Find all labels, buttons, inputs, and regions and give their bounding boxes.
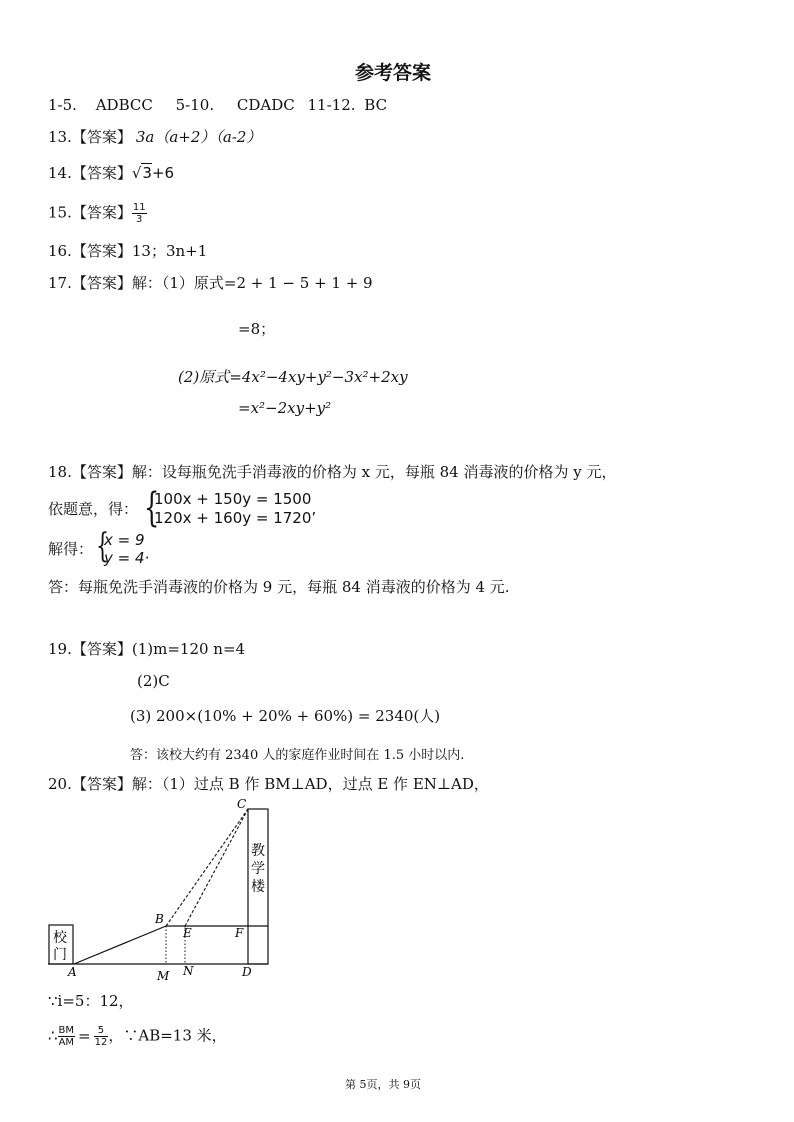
label-f: F (235, 926, 244, 940)
q14-rest: +6 (151, 164, 175, 182)
solution-x: x = 9 (104, 531, 145, 549)
answer-17-line3: (2)原式=4x²−4xy+y²−3x²+2xy (178, 368, 408, 386)
label-m: M (157, 969, 170, 983)
answer-16 (48, 242, 207, 260)
sqrt-sign-icon: √ (131, 164, 142, 182)
q13-prefix: 13.【答案】 (48, 128, 132, 146)
answers-1-5: ADBCC (95, 96, 153, 114)
q14-prefix: 14.【答案】 (48, 164, 132, 182)
range-11-12: 11-12. (307, 96, 356, 114)
label-n: N (183, 964, 194, 978)
page-footer: 第 5页，共 9页 (345, 1078, 421, 1091)
therefore-sign: ∴ (48, 1026, 58, 1045)
label-e: E (183, 926, 192, 940)
geometry-diagram (44, 795, 274, 985)
answer-14 (48, 164, 174, 182)
solve-label: 解得： (48, 540, 94, 558)
page-title: 参考答案 (355, 62, 432, 84)
q13-answer: 3a（a+2）（a-2） (135, 128, 262, 146)
left-brace-icon: { (144, 485, 160, 531)
answer-18-conclusion: 答：每瓶免洗手消毒液的价格为 9 元，每瓶 84 消毒液的价格为 4 元. (48, 578, 510, 596)
ratio-5-12 (94, 1025, 109, 1048)
answers-5-10: CDADC (236, 96, 295, 114)
range-5-10: 5-10. (175, 96, 215, 114)
left-brace-icon: { (96, 526, 109, 566)
answers-11-12: BC (364, 96, 388, 114)
solution-y: y = 4· (104, 549, 150, 567)
answer-19-line1: 19.【答案】(1)m=120 n=4 (48, 640, 246, 658)
label-a: A (68, 965, 77, 979)
ratio-numerator: BM (58, 1025, 75, 1036)
gate-label-2: 门 (53, 947, 67, 963)
ratio-denominator: AM (58, 1037, 75, 1048)
q16-prefix: 16.【答案】 (48, 242, 132, 260)
answer-20-line3 (48, 1025, 227, 1048)
answer-17-line2: =8； (238, 320, 276, 338)
q15-prefix: 15.【答案】 (48, 203, 132, 222)
answer-15 (48, 202, 147, 225)
answer-19-line2: (2)C (137, 672, 170, 690)
answers-1-12 (48, 96, 387, 114)
building-label-1: 教 (251, 843, 265, 859)
building-label-2: 学 (251, 861, 265, 877)
equation-1: 100x + 150y = 1500 (154, 490, 312, 508)
answer-19-line4: 答：该校大约有 2340 人的家庭作业时间在 1.5 小时以内. (130, 748, 465, 763)
sqrt-radicand: 3 (142, 164, 152, 182)
setup-label: 依题意，得： (48, 500, 139, 518)
label-c: C (237, 797, 247, 811)
answer-20-line1: 20.【答案】解：（1）过点 B 作 BM⊥AD，过点 E 作 EN⊥AD， (48, 775, 489, 793)
q15-numerator: 11 (132, 202, 146, 213)
answer-17-line1: 17.【答案】解：（1）原式=2 + 1 − 5 + 1 + 9 (48, 274, 373, 292)
building-label-3: 楼 (251, 879, 265, 895)
label-b: B (155, 912, 164, 926)
q16-answer: 13；3n+1 (131, 242, 208, 260)
q15-denominator: 3 (136, 214, 143, 225)
q15-fraction (132, 202, 147, 225)
answer-18-line1: 18.【答案】解：设每瓶免洗手消毒液的价格为 x 元，每瓶 84 消毒液的价格为 y 元， (48, 463, 617, 481)
answer-19-line3: (3) 200×(10% + 20% + 60%) = 2340(人) (130, 707, 441, 725)
q20-tail: ，∵AB=13 米， (108, 1026, 227, 1045)
answer-13 (48, 128, 261, 146)
dashed-ec (185, 809, 248, 926)
sqrt-expression (132, 164, 152, 182)
ratio2-denominator: 12 (94, 1037, 108, 1048)
label-d: D (242, 965, 252, 979)
equation-2: 120x + 160y = 1720’ (154, 509, 317, 527)
range-1-5: 1-5. (48, 96, 77, 114)
ratio2-numerator: 5 (94, 1025, 109, 1037)
gate-label-1: 校 (53, 930, 67, 946)
answer-17-line4: =x²−2xy+y² (238, 399, 332, 417)
ratio-bm-am (58, 1025, 76, 1048)
dashed-bc (166, 809, 248, 926)
answer-20-line2: ∵i=5：12， (48, 992, 134, 1010)
equals-sign: = (78, 1026, 91, 1045)
slope-ab (74, 926, 166, 964)
